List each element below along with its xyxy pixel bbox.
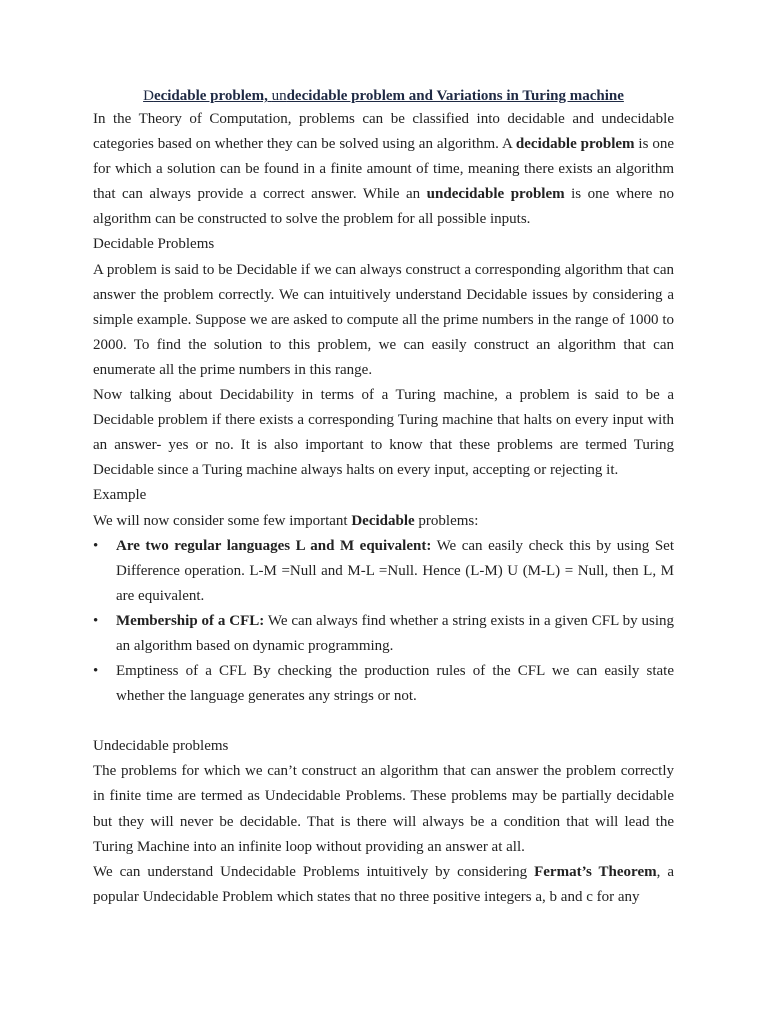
- example-heading: Example: [93, 487, 147, 504]
- bold-term: decidable problem: [515, 136, 635, 153]
- decidable-examples-list: [93, 534, 674, 710]
- list-item: • Are two regular languages L and M equivalent: We can easily check this by using Set Difference operation. L-M =Null and M-L =Null. Hence (L-M) U (M-L) = Null, then L, M are equivalent.: [93, 534, 674, 609]
- intro-paragraph: In the Theory of Computation, problems can be classified into decidable and undecidable categories based on whether they can be solved using an algorithm. A decidable problem is one for which a solution can be found in a finite amount of time, meaning there exists an algorithm that can always provide a correct answer. While an undecidable problem is one where no algorithm can be constructed to solve the problem for all possible inputs.: [93, 111, 674, 228]
- section-heading-decidable: Decidable Problems: [93, 236, 215, 253]
- title-part: D: [143, 88, 154, 104]
- bullet-icon: •: [93, 537, 99, 554]
- document-title: [93, 85, 674, 107]
- undecidable-paragraph-1: The problems for which we can’t construct an algorithm that can answer the problem correctly in finite time are termed as Undecidable Problems. These problems may be partially decidable but they will never be decidable. That is there will always be a condition that will lead the Turing Machine into an infinite loop without providing an answer at all.: [93, 763, 674, 855]
- decidable-paragraph-2: Now talking about Decidability in terms of a Turing machine, a problem is said to be a Decidable problem if there exists a corresponding Turing machine that halts on every input with an answer- yes or no. It is also important to know that these problems are termed Turing Decidable since a Turing machine always halts on every input, accepting or rejecting it.: [93, 387, 674, 479]
- bullet-icon: •: [93, 612, 99, 629]
- bold-term: Decidable: [351, 512, 415, 529]
- list-item: • Emptiness of a CFL By checking the production rules of the CFL we can easily state whether the language generates any strings or not.: [93, 659, 674, 709]
- section-heading-undecidable: Undecidable problems: [93, 738, 229, 755]
- bullet-icon: •: [93, 663, 99, 680]
- bold-term: undecidable problem: [426, 186, 565, 203]
- bold-term: Fermat’s Theorem: [534, 863, 657, 880]
- blank-line: [93, 709, 674, 734]
- list-item: • Membership of a CFL: We can always find whether a string exists in a given CFL by using an algorithm based on dynamic programming.: [93, 609, 674, 659]
- title-part: un: [271, 88, 287, 104]
- title-part: ecidable problem,: [153, 88, 272, 104]
- document-page: [93, 85, 674, 910]
- decidable-paragraph-1: A problem is said to be Decidable if we can always construct a corresponding algorithm that can answer the problem correctly. We can intuitively understand Decidable issues by considering a simple example. Suppose we are asked to compute all the prime numbers in the range of 1000 to 2000. To find the solution to this problem, we can easily construct an algorithm that can enumerate all the prime numbers in this range.: [93, 261, 674, 378]
- title-part: decidable problem and Variations in Turing machine: [286, 88, 624, 104]
- example-intro: We will now consider some few important Decidable problems:: [93, 512, 479, 529]
- undecidable-paragraph-2: We can understand Undecidable Problems intuitively by considering Fermat’s Theorem, a popular Undecidable Problem which states that no three positive integers a, b and c for any: [93, 863, 674, 905]
